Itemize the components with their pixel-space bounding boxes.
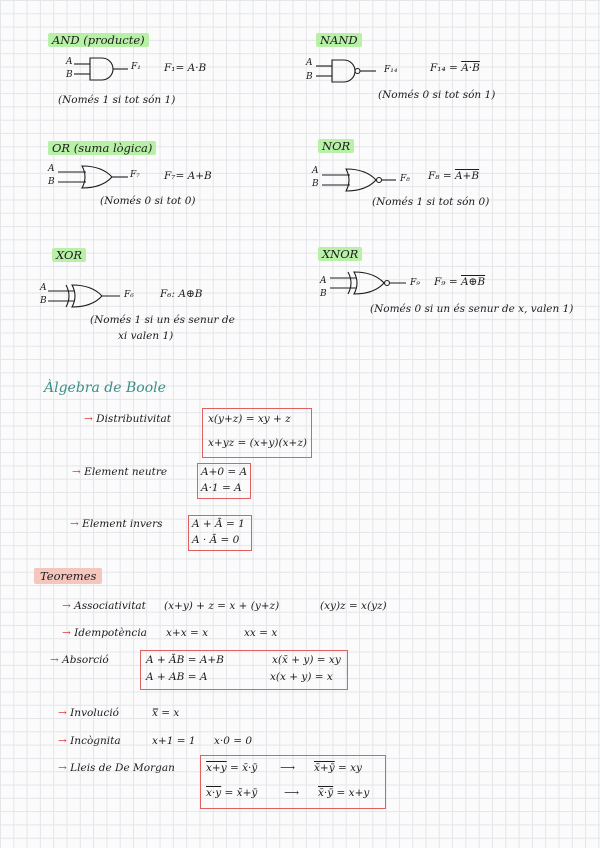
distributivitat-label: → Distributivitat [84,413,171,425]
neutre-label: → Element neutre [72,466,168,478]
or-note: (Només 0 si tot 0) [100,195,196,207]
xnor-input-b: B [320,289,327,299]
and-title: AND (producte) [48,33,149,47]
absorcio-line1a: A + ĀB = A+B [146,654,224,666]
xor-formula: F₆: A⊕B [160,288,203,300]
xor-output: F₆ [124,290,134,300]
or-input-a: A [48,164,55,174]
absorcio-line1b: x(x̄ + y) = xy [272,654,341,666]
arrow-icon: → [62,600,71,612]
neutre-line1: A+0 = A [201,466,248,478]
absorcio-label: → Absorció [50,654,109,666]
arrow-icon: → [58,762,67,774]
invers-line2: A · Ā = 0 [192,534,240,546]
incognita-formula1: x+1 = 1 [152,735,196,747]
nor-note: (Només 1 si tot són 0) [372,196,490,208]
and-input-b: B [66,70,73,80]
xor-note-line1: (Només 1 si un és senur de [90,314,235,326]
morgan-row2-right: x̄·ȳ = x+y [318,787,370,799]
morgan-label: → Lleis de De Morgan [58,762,175,774]
invers-label: → Element invers [70,518,163,530]
and-formula: F₁= A·B [164,62,207,74]
xnor-gate-icon [330,272,410,296]
or-gate-icon [58,166,130,190]
incognita-label: → Incògnita [58,735,121,747]
nand-formula: F₁₄ = A·B [430,62,480,74]
nor-gate-icon [322,169,398,193]
nor-output: F₈ [400,174,410,184]
nor-title: NOR [318,139,354,153]
xnor-title: XNOR [318,247,362,261]
involucio-formula: x̿ = x [152,707,180,719]
absorcio-line2b: x(x + y) = x [270,671,333,683]
and-input-a: A [66,57,73,67]
boole-title: Àlgebra de Boole [44,380,166,396]
arrow-icon: → [58,707,67,719]
and-output: F₁ [131,62,141,72]
associativitat-label: → Associativitat [62,600,146,612]
xnor-formula: F₉ = A⊕B [434,276,486,288]
or-output: F₇ [130,170,140,180]
arrow-icon: → [70,518,79,530]
nand-note: (Només 0 si tot són 1) [378,89,496,101]
or-formula: F₇= A+B [164,170,212,182]
and-note: (Només 1 si tot són 1) [58,94,176,106]
morgan-row1-arrow: ⟶ [280,762,296,774]
xnor-output: F₉ [410,278,420,288]
nor-formula: F₈ = A+B [428,170,480,182]
nor-input-b: B [312,179,319,189]
morgan-row2-left: x·y = x̄+ȳ [206,787,258,799]
arrow-icon: → [62,627,71,639]
incognita-formula2: x·0 = 0 [214,735,253,747]
nand-title: NAND [316,33,362,47]
and-gate-icon [74,58,134,82]
xnor-input-a: A [320,276,327,286]
xor-gate-icon [48,285,128,309]
or-input-b: B [48,177,55,187]
arrow-icon: → [84,413,93,425]
xor-input-a: A [40,283,47,293]
idempotencia-label: → Idempotència [62,627,147,639]
nand-gate-icon [316,60,380,84]
associativitat-formula2: (xy)z = x(yz) [320,600,387,612]
morgan-row1-left: x+y = x̄·ȳ [206,762,258,774]
nor-input-a: A [312,166,319,176]
xor-note-line2: xi valen 1) [118,330,174,342]
morgan-row2-arrow: ⟶ [284,787,300,799]
arrow-icon: → [50,654,59,666]
morgan-row1-right: x̄+ȳ = xy [314,762,362,774]
or-title: OR (suma lògica) [48,141,156,155]
nand-input-b: B [306,72,313,82]
nand-input-a: A [306,58,313,68]
involucio-label: → Involució [58,707,120,719]
arrow-icon: → [58,735,67,747]
nand-output: F₁₄ [384,65,398,75]
xor-title: XOR [52,248,86,262]
xor-input-b: B [40,296,47,306]
neutre-line2: A·1 = A [201,482,242,494]
idempotencia-formula1: x+x = x [166,627,209,639]
distributivitat-line2: x+yz = (x+y)(x+z) [208,437,307,449]
absorcio-line2a: A + AB = A [146,671,208,683]
idempotencia-formula2: xx = x [244,627,278,639]
teoremes-title: Teoremes [34,568,102,584]
associativitat-formula1: (x+y) + z = x + (y+z) [164,600,280,612]
distributivitat-line1: x(y+z) = xy + z [208,413,291,425]
invers-line1: A + Ā = 1 [192,518,245,530]
xnor-note: (Només 0 si un és senur de x, valen 1) [370,303,574,315]
arrow-icon: → [72,466,81,478]
